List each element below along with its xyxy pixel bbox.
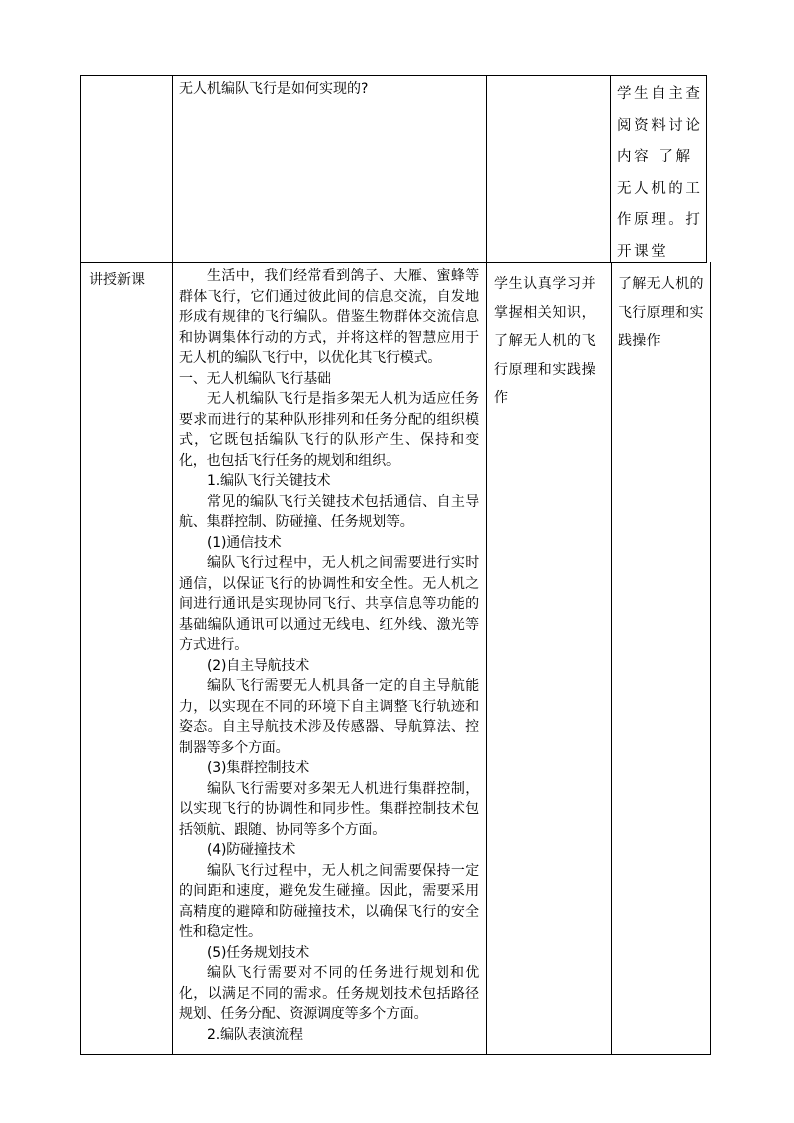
tech-heading: (4)防碰撞技术 bbox=[207, 842, 296, 858]
tech-paragraph: 编队飞行过程中，无人机之间需要保持一定的间距和速度，避免发生碰撞。因此，需要采用高精度的避障和防碰撞技术，以确保飞行的安全性和稳定性。 bbox=[179, 862, 479, 940]
table-border-right-lower bbox=[710, 262, 711, 1055]
section-heading: 一、无人机编队飞行基础 bbox=[179, 370, 331, 387]
subsection-paragraph: 常见的编队飞行关键技术包括通信、自主导航、集群控制、防碰撞、任务规划等。 bbox=[179, 493, 479, 530]
row2-student-activity: 学生认真学习并掌握相关知识，了解无人机的飞行原理和实践操作 bbox=[494, 276, 597, 406]
table-border-top bbox=[80, 75, 707, 76]
teaching-content bbox=[179, 266, 479, 1045]
tech-paragraph: 编队飞行需要对不同的任务进行规划和优化，以满足不同的需求。任务规划技术包括路径规划、任务分配、资源调度等多个方面。 bbox=[179, 965, 479, 1022]
table-border-row-divider bbox=[80, 262, 707, 263]
table-border-col1 bbox=[172, 75, 173, 1055]
tech-paragraph: 编队飞行过程中，无人机之间需要进行实时通信，以保证飞行的协调性和安全性。无人机之间进行通讯是实现协同飞行、共享信息等功能的基础编队通讯可以通过无线电、红外线、激光等方式进行。 bbox=[179, 555, 479, 653]
intro-paragraph: 生活中，我们经常看到鸽子、大雁、蜜蜂等群体飞行，它们通过彼此间的信息交流，自发地形成有规律的飞行编队。借鉴生物群体交流信息和协调集体行动的方式，并将这样的智慧应用于无人机的编队飞行中，以优化其飞行模式。 bbox=[179, 268, 479, 366]
tech-paragraph: 编队飞行需要对多架无人机进行集群控制，以实现飞行的协调性和同步性。集群控制技术包括领航、跟随、协同等多个方面。 bbox=[179, 780, 479, 838]
table-border-right-upper bbox=[706, 75, 707, 263]
section-paragraph: 无人机编队飞行是指多架无人机为适应任务要求而进行的某种队形排列和任务分配的组织模式，它既包括编队飞行的队形产生、保持和变化，也包括飞行任务的规划和组织。 bbox=[179, 391, 479, 469]
question-text: 无人机编队飞行是如何实现的? bbox=[179, 81, 369, 97]
tech-heading: (5)任务规划技术 bbox=[207, 944, 310, 961]
tech-heading: (3)集群控制技术 bbox=[207, 760, 310, 776]
stage-label: 讲授新课 bbox=[89, 272, 145, 288]
subsection-heading: 2.编队表演流程 bbox=[207, 1026, 303, 1043]
table-border-col2 bbox=[486, 75, 487, 1055]
row2-design-intent: 了解无人机的飞行原理和实践操作 bbox=[618, 276, 704, 349]
tech-heading: (2)自主导航技术 bbox=[207, 657, 310, 674]
table-border-col3-lower bbox=[611, 262, 612, 1055]
subsection-heading: 1.编队飞行关键技术 bbox=[207, 473, 331, 489]
row1-design-intent: 学生自主查阅资料讨论内容 了解无人机的工作原理。打开课堂 bbox=[617, 86, 703, 260]
tech-paragraph: 编队飞行需要无人机具备一定的自主导航能力，以实现在不同的环境下自主调整飞行轨迹和姿态。自主导航技术涉及传感器、导航算法、控制器等多个方面。 bbox=[179, 678, 479, 756]
table-border-col3-upper bbox=[610, 75, 611, 263]
table-border-bottom bbox=[80, 1054, 711, 1055]
table-border-left bbox=[80, 75, 81, 1055]
tech-heading: (1)通信技术 bbox=[207, 534, 282, 551]
